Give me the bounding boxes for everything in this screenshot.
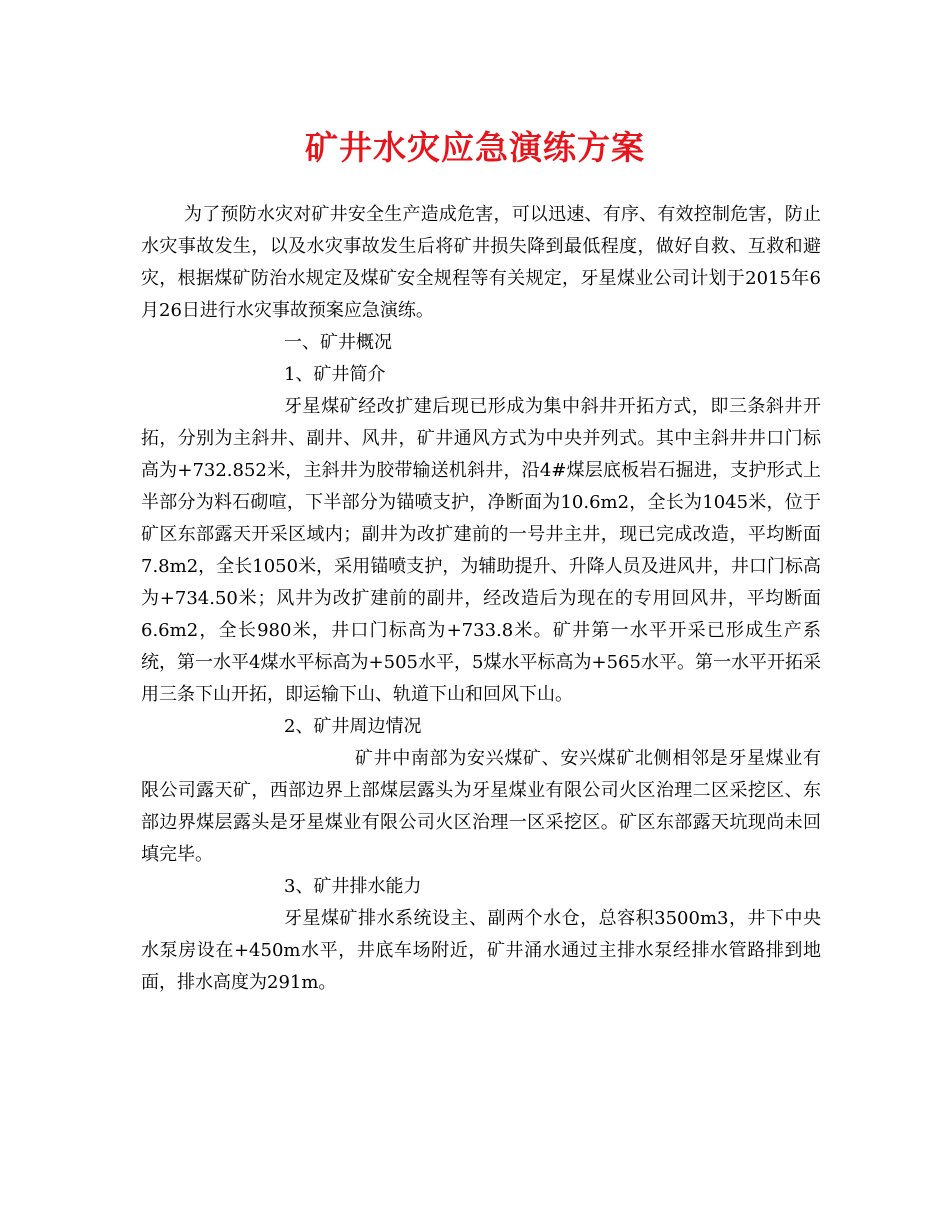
section-heading-overview: 一、矿井概况: [284, 332, 392, 353]
subsection-heading-intro: 1、矿井简介: [284, 364, 386, 385]
document-body: [141, 199, 821, 999]
page-title: 矿井水灾应急演练方案: [305, 128, 645, 167]
mine-intro-paragraph: 牙星煤矿经改扩建后现已形成为集中斜井开拓方式，即三条斜井开拓，分别为主斜井、副井、风井，矿井通风方式为中央并列式。其中主斜井井口门标高为+732.852米，主斜井为胶带输送机斜井，沿4#煤层底板岩石掘进，支护形式上半部分为料石砌喧，下半部分为锚喷支护，净断面为10.6m2，全长为1045米，位于矿区东部露天开采区域内；副井为改扩建前的一号井主井，现已完成改造，平均断面7.8m2，全长1050米，采用锚喷支护，为辅助提升、升降人员及进风井，井口门标高为+734.50米；风井为改扩建前的副井，经改造后为现在的专用回风井，平均断面6.6m2，全长980米，井口门标高为+733.8米。矿井第一水平开采已形成生产系统，第一水平4煤水平标高为+505水平，5煤水平标高为+565水平。第一水平开拓采用三条下山开拓，即运输下山、轨道下山和回风下山。: [141, 396, 821, 705]
drainage-paragraph: 牙星煤矿排水系统设主、副两个水仓，总容积3500m3，井下中央水泵房设在+450m水平，井底车场附近，矿井涌水通过主排水泵经排水管路排到地面，排水高度为291m。: [141, 908, 821, 993]
subsection-heading-surroundings: 2、矿井周边情况: [284, 716, 422, 737]
intro-paragraph: 为了预防水灾对矿井安全生产造成危害，可以迅速、有序、有效控制危害，防止水灾事故发生，以及水灾事故发生后将矿井损失降到最低程度，做好自救、互救和避灾，根据煤矿防治水规定及煤矿安全规程等有关规定，牙星煤业公司计划于2015年6月26日进行水灾事故预案应急演练。: [141, 204, 821, 321]
surroundings-paragraph: 矿井中南部为安兴煤矿、安兴煤矿北侧相邻是牙星煤业有限公司露天矿，西部边界上部煤层露头为牙星煤业有限公司火区治理二区采挖区、东部边界煤层露头是牙星煤业有限公司火区治理一区采挖区。矿区东部露天坑现尚未回填完毕。: [141, 748, 821, 865]
subsection-heading-drainage: 3、矿井排水能力: [284, 876, 422, 897]
